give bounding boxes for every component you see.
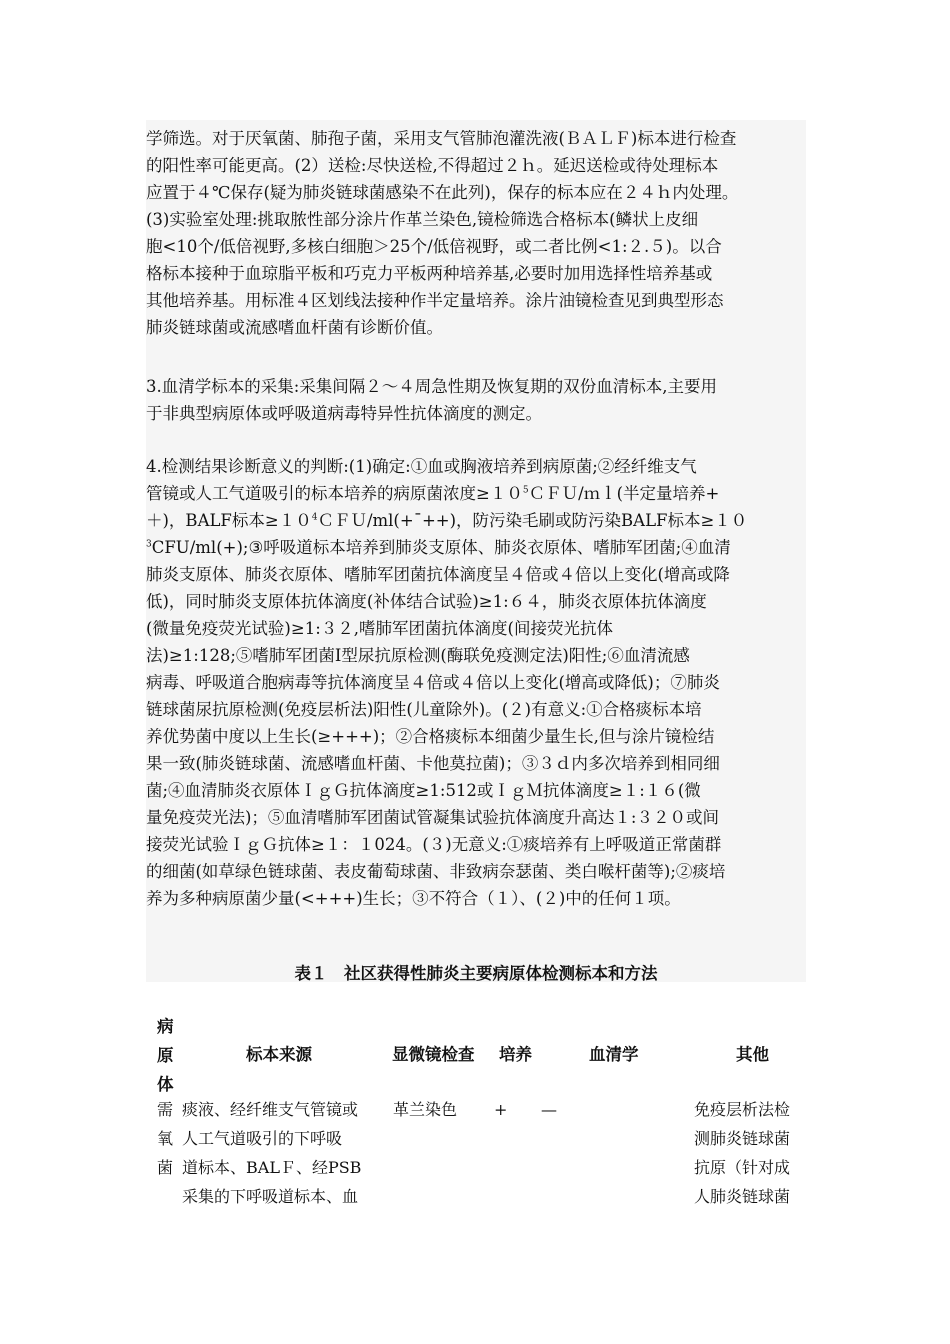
text-line: (3)实验室处理:挑取脓性部分涂片作革兰染色,镜检筛选合格标本(鳞状上皮细 bbox=[146, 210, 699, 229]
text-segment: ＋)，BALF标本≥１０ bbox=[146, 511, 312, 530]
specimen-line: 痰液、经纤维支气管镜或 bbox=[182, 1100, 359, 1119]
superscript: 5 bbox=[522, 485, 529, 496]
text-segment: 管镜或人工气道吸引的标本培养的病原菌浓度≥１０ bbox=[146, 484, 523, 503]
header-pathogen-char: 体 bbox=[157, 1075, 174, 1094]
row1-pathogen-char: 菌 bbox=[157, 1158, 174, 1177]
paragraph-result-interpretation bbox=[146, 453, 808, 912]
header-serology: 血清学 bbox=[589, 1045, 639, 1064]
other-line: 抗原（针对成 bbox=[694, 1158, 791, 1177]
text-line: 胞<10个/低倍视野,多核白细胞＞25个/低倍视野，或二者比例<1:２.５)。以合 bbox=[146, 237, 722, 256]
other-line: 测肺炎链球菌 bbox=[694, 1129, 791, 1148]
text-line: 4.检测结果诊断意义的判断:(1)确定:①血或胸液培养到病原菌;②经纤维支气 bbox=[146, 457, 697, 476]
text-segment: ＣＦＵ/ml(+¯++)，防污染毛刷或防污染BALF标本≥１０ bbox=[317, 511, 748, 530]
specimen-line: 道标本、BALＦ、经PSB bbox=[182, 1158, 362, 1177]
text-line: 学筛选。对于厌氧菌、肺孢子菌，采用支气管肺泡灌洗液(ＢＡＬＦ)标本进行检查 bbox=[146, 129, 737, 148]
text-line: 果一致(肺炎链球菌、流感嗜血杆菌、卡他莫拉菌)；③３ｄ内多次培养到相同细 bbox=[146, 754, 720, 773]
row1-culture: + bbox=[494, 1100, 508, 1119]
text-line: 格标本接种于血琼脂平板和巧克力平板两种培养基,必要时加用选择性培养基或 bbox=[146, 264, 713, 283]
text-line: 的阳性率可能更高。(2）送检:尽快送检,不得超过２ｈ。延迟送检或待处理标本 bbox=[146, 156, 719, 175]
text-line: 的细菌(如草绿色链球菌、表皮葡萄球菌、非致病奈瑟菌、类白喉杆菌等);②痰培 bbox=[146, 862, 726, 881]
text-line: 其他培养基。用标准４区划线法接种作半定量培养。涂片油镜检查见到典型形态 bbox=[146, 291, 724, 310]
text-segment: ＣＦＵ/ｍｌ(半定量培养+ bbox=[528, 484, 720, 503]
text-line: 应置于４℃保存(疑为肺炎链球菌感染不在此列)，保存的标本应在２４ｈ内处理。 bbox=[146, 183, 739, 202]
text-line: 于非典型病原体或呼吸道病毒特异性抗体滴度的测定。 bbox=[146, 404, 542, 423]
text-line: 肺炎链球菌或流感嗜血杆菌有诊断价值。 bbox=[146, 318, 443, 337]
row1-pathogen-char: 氧 bbox=[157, 1129, 174, 1148]
text-line bbox=[146, 480, 808, 507]
header-pathogen bbox=[157, 1012, 174, 1099]
paragraph-specimen-processing bbox=[146, 125, 808, 341]
superscript: 4 bbox=[311, 512, 318, 523]
specimen-line: 人工气道吸引的下呼吸 bbox=[182, 1129, 343, 1148]
text-line: 链球菌尿抗原检测(免疫层析法)阳性(儿童除外)。(２)有意义:①合格痰标本培 bbox=[146, 700, 702, 719]
row1-serology: — bbox=[541, 1100, 557, 1119]
text-line: 法)≥1:128;⑤嗜肺军团菌Ⅰ型尿抗原检测(酶联免疫测定法)阳性;⑥血清流感 bbox=[146, 646, 690, 665]
table-title: 表１ 社区获得性肺炎主要病原体检测标本和方法 bbox=[294, 964, 658, 983]
text-line: 菌;④血清肺炎衣原体ＩｇＧ抗体滴度≥1:512或ＩｇＭ抗体滴度≥１:１６(微 bbox=[146, 781, 701, 800]
header-pathogen-char: 原 bbox=[157, 1046, 174, 1065]
other-line: 人肺炎链球菌 bbox=[694, 1187, 791, 1206]
text-line: 量免疫荧光法)；⑤血清嗜肺军团菌试管凝集试验抗体滴度升高达１:３２０或间 bbox=[146, 808, 719, 827]
superscript: 3 bbox=[146, 539, 152, 550]
header-other: 其他 bbox=[736, 1045, 769, 1064]
text-line: 3.血清学标本的采集:采集间隔２～４周急性期及恢复期的双份血清标本,主要用 bbox=[146, 377, 718, 396]
text-line: 养为多种病原菌少量(<+++)生长；③不符合（１）、(２)中的任何１项。 bbox=[146, 889, 681, 908]
row1-pathogen bbox=[157, 1095, 173, 1182]
paragraph-serology-collection bbox=[146, 373, 808, 427]
header-culture: 培养 bbox=[499, 1045, 532, 1064]
header-specimen: 标本来源 bbox=[246, 1045, 312, 1064]
text-line: 接荧光试验ＩｇＧ抗体≥１：１024。(３)无意义:①痰培养有上呼吸道正常菌群 bbox=[146, 835, 722, 854]
text-line bbox=[146, 507, 808, 534]
text-line: 低)，同时肺炎支原体抗体滴度(补体结合试验)≥1:６４，肺炎衣原体抗体滴度 bbox=[146, 592, 707, 611]
specimen-line: 采集的下呼吸道标本、血 bbox=[182, 1187, 359, 1206]
text-segment: CFU/ml(+);③呼吸道标本培养到肺炎支原体、肺炎衣原体、嗜肺军团菌;④血清 bbox=[151, 538, 731, 557]
header-pathogen-char: 病 bbox=[157, 1017, 174, 1036]
text-line bbox=[146, 534, 808, 561]
header-microscopy: 显微镜检查 bbox=[392, 1045, 475, 1064]
row1-other bbox=[694, 1095, 790, 1211]
row1-pathogen-char: 需 bbox=[157, 1100, 174, 1119]
row1-specimen bbox=[182, 1095, 361, 1211]
text-line: (微量免疫荧光试验)≥1:３２,嗜肺军团菌抗体滴度(间接荧光抗体 bbox=[146, 619, 613, 638]
row1-microscopy: 革兰染色 bbox=[393, 1100, 458, 1119]
text-line: 肺炎支原体、肺炎衣原体、嗜肺军团菌抗体滴度呈４倍或４倍以上变化(增高或降 bbox=[146, 565, 730, 584]
text-line: 病毒、呼吸道合胞病毒等抗体滴度呈４倍或４倍以上变化(增高或降低)；⑦肺炎 bbox=[146, 673, 720, 692]
other-line: 免疫层析法检 bbox=[694, 1100, 791, 1119]
text-line: 养优势菌中度以上生长(≥+++)；②合格痰标本细菌少量生长,但与涂片镜检结 bbox=[146, 727, 715, 746]
